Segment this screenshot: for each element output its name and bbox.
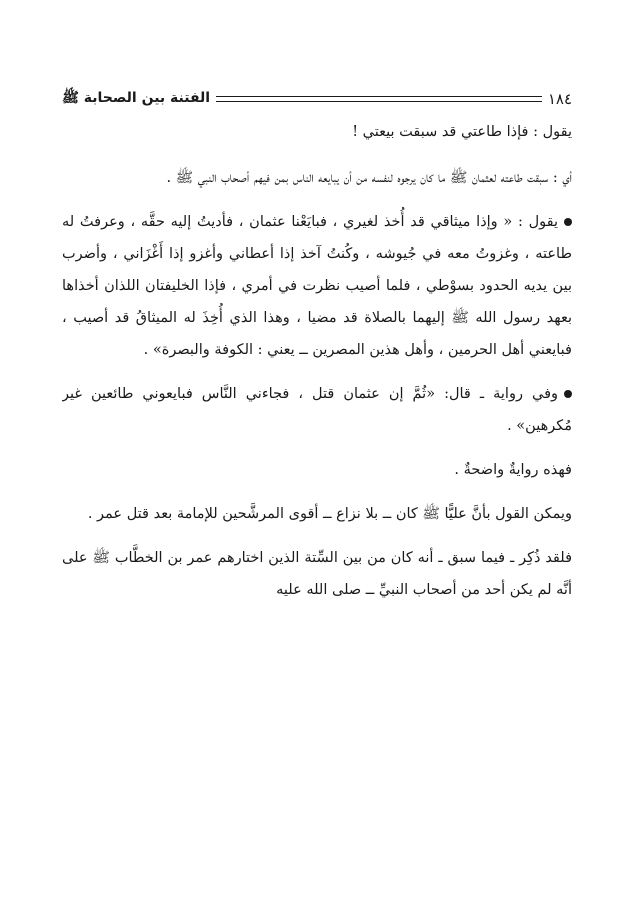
header-rule xyxy=(216,96,542,102)
paragraph-5 xyxy=(62,454,572,486)
paragraph-text: فهذه روايةٌ واضحةٌ . xyxy=(454,462,572,478)
paragraph-2 xyxy=(62,162,572,194)
paragraph-text: ويمكن القول بأنَّ عليًّا ﷺ كان ــ بلا نزاع ــ أقوى المرشَّحين للإمامة بعد قتل عمر . xyxy=(87,506,572,522)
paragraph-text: أي : سبقت طاعته لعثمان ﷺ ما كان يرجوه لنفسه من أن يبايعه الناس بمن فيهم أصحاب النبي ﷺ . xyxy=(166,170,572,186)
paragraph-4 xyxy=(62,378,572,442)
book-page xyxy=(62,86,572,876)
paragraph-7 xyxy=(62,542,572,606)
paragraph-text: يقول : فإذا طاعتي قد سبقت بيعتي ! xyxy=(352,124,572,140)
paragraph-6 xyxy=(62,498,572,530)
bullet-icon xyxy=(564,218,572,226)
paragraph-text: وفي رواية ـ قال: «ثُمَّ إن عثمان قتل ، فجاءني النَّاس فبايعوني طائعين غير مُكرهين» . xyxy=(62,386,572,434)
bullet-icon xyxy=(564,390,572,398)
paragraph-text: فلقد ذُكِر ـ فيما سبق ـ أنه كان من بين السِّتة الذين اختارهم عمر بن الخطَّاب ﷺ على أنَّه لم يكن أحد من أصحاب النبيِّ ــ صلى الله عليه xyxy=(62,550,572,598)
running-header xyxy=(62,86,572,112)
paragraph-text: يقول : « وإذا ميثاقي قد أُخذ لغيري ، فبايَعْنا عثمان ، فأديتُ إليه حقَّه ، وعرفتُ له طاعته ، وغزوتُ معه في جُيوشه ، وكُنتُ آخذ إذا أعطاني وأغزو إذا أَغْزَاني ، وأضرب بين يديه الحدود بسوْطي ، فلما أصيب نظرت في أمري ، فإذا الخليفتان اللذان أخذاها بعهد رسول الله ﷺ إليهما بالصلاة قد مضيا ، وهذا الذي أُخِذَ له الميثاقُ قد أصيب ، فبايعني أهل الحرمين ، وأهل هذين المصرين ــ يعني : الكوفة والبصرة» . xyxy=(62,214,572,358)
running-title: الفتنة بين الصحابة ﷺ xyxy=(62,90,211,106)
paragraph-3 xyxy=(62,206,572,366)
page-number: ١٨٤ xyxy=(547,90,572,108)
paragraph-1 xyxy=(62,116,572,148)
